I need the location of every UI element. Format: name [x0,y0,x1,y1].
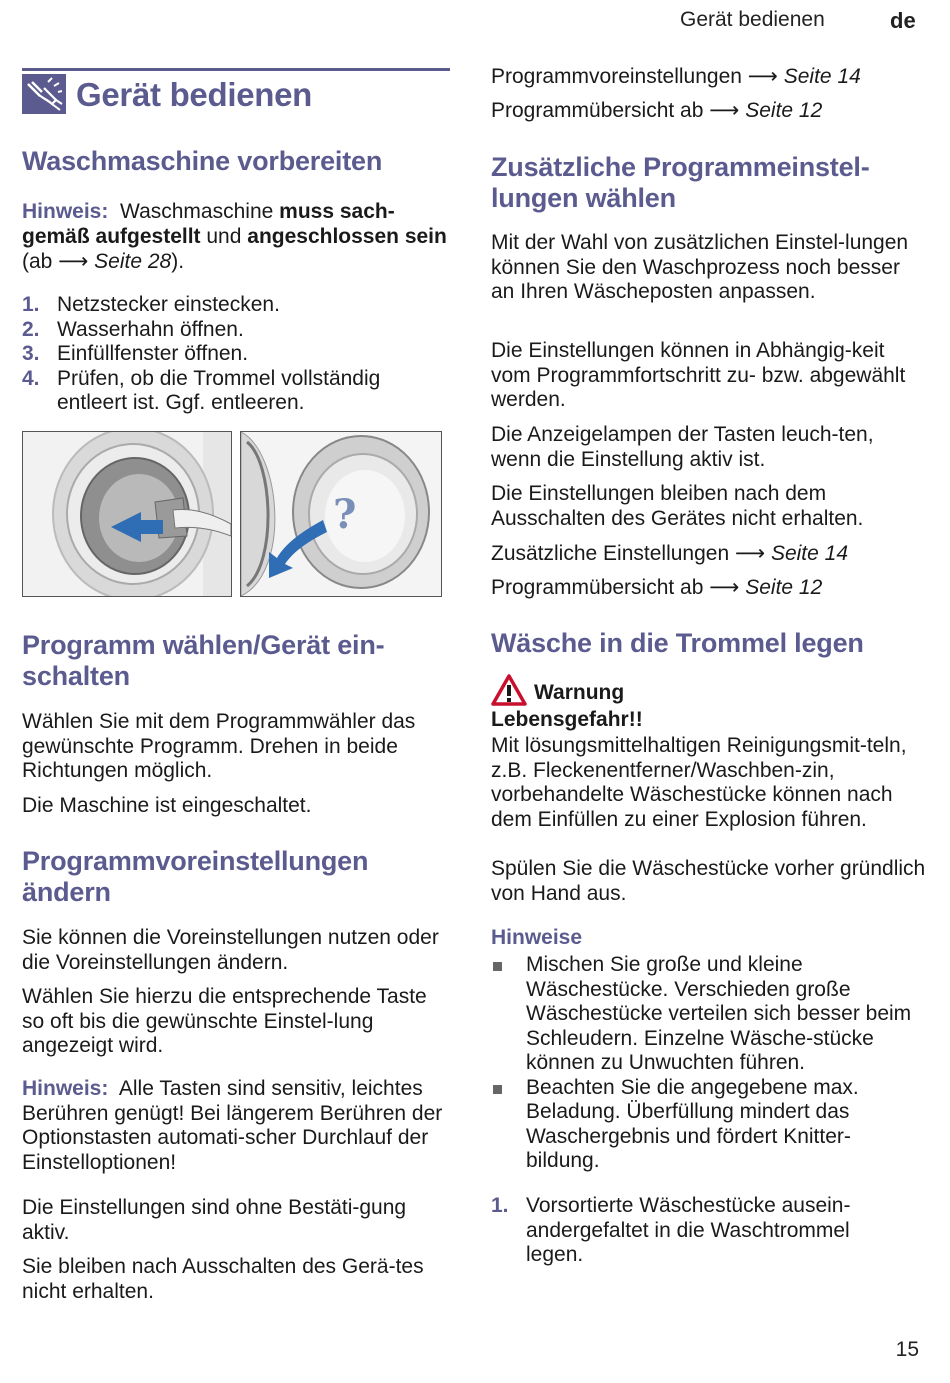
laundry-steps [491,1194,911,1268]
warning-label: Warnung [534,681,625,704]
list-item [491,953,921,1076]
warning-title: Lebensgefahr!! [491,708,643,731]
arrow-icon: ⟶ [709,98,740,122]
paragraph: Mit der Wahl von zusätzlichen Einstel-lungen können Sie den Waschprozess noch besser an Ihren Wäscheposten anpassen. [491,231,909,303]
step-item [22,293,452,318]
ref-text: Programmübersicht ab [491,576,710,599]
page-title: Gerät bedienen [76,76,313,113]
paragraph: Die Einstellungen können in Abhängig-keit vom Programmfortschritt zu- bzw. abgewählt werden. [491,339,906,411]
step-number: 4. [22,366,40,390]
running-header-lang: de [890,8,916,33]
running-header-section: Gerät bedienen [680,8,825,31]
cross-reference [491,98,931,124]
page-ref[interactable]: Seite 28 [94,250,172,273]
note-text: Alle Tasten sind sensitiv, leichtes Berühren genügt! Bei längerem Berühren der Optionstasten automati-scher Durchlauf der Einstelloptionen! [22,1077,443,1174]
heading-prepare: Waschmaschine vorbereiten [22,146,383,176]
svg-text:?: ? [333,491,357,538]
paragraph: Die Anzeigelampen der Tasten leuch-ten, wenn die Einstellung aktiv ist. [491,423,874,471]
page-ref[interactable]: Seite 12 [745,99,823,122]
note-label: Hinweis: [22,1077,109,1100]
paragraph: Sie bleiben nach Ausschalten des Gerä-tes nicht erhalten. [22,1255,424,1303]
title-rule [22,68,450,71]
arrow-icon: ⟶ [709,575,740,599]
page-number: 15 [895,1338,919,1361]
step-number: 1. [22,293,40,316]
note-text: Waschmaschine [120,200,280,223]
step-item [22,342,452,367]
step-text: Vorsortierte Wäschestücke ausein-andergefaltet in die Waschtrommel legen. [526,1194,851,1266]
paragraph: Die Einstellungen sind ohne Bestäti-gung aktiv. [22,1196,407,1244]
prepare-steps [22,293,452,416]
cross-reference [491,575,931,601]
step-item [491,1194,911,1268]
heading-load-laundry: Wäsche in die Trommel legen [491,628,864,658]
step-item [22,318,452,343]
illustration-check-drum [240,431,442,597]
list-item-text: Mischen Sie große und kleine Wäschestücke. Verschieden große Wäschestücke verteilen sich besser beim Schleudern. Einzelne Wäsche-stücke können zu Unwuchten führen. [526,953,912,1074]
note-prepare [22,200,452,275]
page-ref[interactable]: Seite 14 [770,542,848,565]
bullet-square-icon [493,962,502,971]
step-number: 1. [491,1194,509,1217]
list-item-text: Beachten Sie die angegebene max. Beladung. Überfüllung mindert das Waschergebnis und fördert Knitter-bildung. [526,1075,859,1172]
step-text: Netzstecker einstecken. [57,293,280,316]
arrow-icon: ⟶ [747,64,778,88]
heading-select-program: Programm wählen/Gerät ein-schalten [22,630,385,691]
cross-reference [491,64,931,90]
arrow-icon: ⟶ [734,541,766,565]
heading-change-presets: Programmvoreinstellungen ändern [22,846,369,907]
note-presets [22,1077,452,1175]
heading-extra-settings: Zusätzliche Programmeinstel-lungen wählen [491,152,870,213]
note-text: ). [171,250,185,273]
note-label: Hinweis: [22,200,109,223]
note-text: und [200,224,248,248]
paragraph: Sie können die Voreinstellungen nutzen oder die Voreinstellungen ändern. [22,926,439,974]
note-bold: angeschlossen sein [247,224,447,248]
step-number: 3. [22,342,40,365]
note-text: (ab [22,250,59,273]
page-ref[interactable]: Seite 14 [783,65,861,88]
step-item [22,367,452,416]
cross-reference [491,541,931,567]
ref-text: Zusätzliche Einstellungen [491,542,735,565]
paragraph: Wählen Sie hierzu die entsprechende Taste so oft bis die gewünschte Einstel-lung angezeigt wird. [22,985,427,1057]
list-item [491,1076,921,1174]
warning-text: Spülen Sie die Wäschestücke vorher gründlich von Hand aus. [491,857,926,905]
paragraph: Die Maschine ist eingeschaltet. [22,794,312,817]
hand-operation-icon [22,74,66,114]
step-number: 2. [22,317,40,341]
note-bold: muss sach-gemäß aufgestellt [22,200,395,248]
warning-triangle-icon [491,674,527,706]
warning-text: Mit lösungsmittelhaltigen Reinigungsmit-teln, z.B. Fleckenentferner/Waschben-zin, vorbehandelte Wäschestücke können nach dem Einfüllen zu einer Explosion führen. [491,734,907,831]
bullet-square-icon [493,1085,502,1094]
ref-text: Programmvoreinstellungen [491,65,748,88]
notes-label: Hinweise [491,926,583,949]
page-ref[interactable]: Seite 12 [745,576,823,599]
step-text: Einfüllfenster öffnen. [57,342,249,365]
paragraph: Wählen Sie mit dem Programmwähler das gewünschte Programm. Drehen in beide Richtungen möglich. [22,710,416,782]
step-text: Prüfen, ob die Trommel vollständig entleert ist. Ggf. entleeren. [57,366,381,414]
illustration-door-open [22,431,232,597]
arrow-icon: ⟶ [58,249,89,273]
notes-list [491,953,921,1174]
ref-text: Programmübersicht ab [491,99,710,122]
step-text: Wasserhahn öffnen. [57,317,244,341]
paragraph: Die Einstellungen bleiben nach dem Ausschalten des Gerätes nicht erhalten. [491,482,864,530]
